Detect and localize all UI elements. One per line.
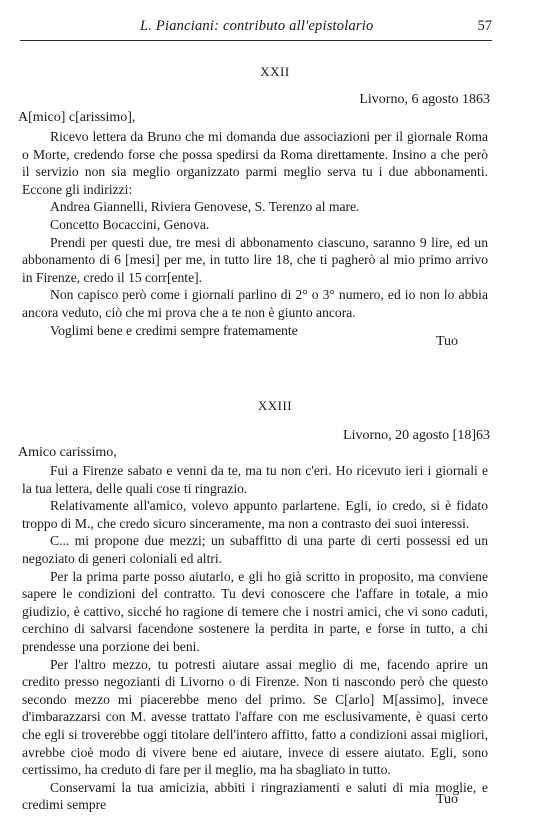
- letter-paragraph: Fui a Firenze sabato e venni da te, ma tu non c'eri. Ho ricevuto ieri i giornali e la tua lettera, delle quali cose ti ringrazio.: [22, 463, 488, 496]
- page-number: 57: [477, 18, 492, 34]
- letter-xxii-place-date: Livorno, 6 agosto 1863: [359, 92, 490, 107]
- running-head: [140, 18, 492, 40]
- letter-xxii-closing: Tuo: [435, 334, 458, 349]
- letter-paragraph: Per la prima parte posso aiutarlo, e gli ho già scritto in proposito, ma conviene sapere le condizioni del contratto. Tu devi conoscere che l'affare in totale, a mio giudizio, è cattivo, sicché ho ragione di temere che i nostri amici, che vi sono caduti, cerchino di salvarsi facendone sostenere la perdita in parte, e forse in tutto, a chi prendesse una porzione dei beni.: [22, 568, 488, 654]
- letter-number-xxiii: XXIII: [257, 398, 293, 413]
- letter-paragraph: Conservami la tua amicizia, abbiti i ringraziamenti e saluti di mia moglie, e credimi sempre: [22, 779, 488, 813]
- address-line: Concetto Bocaccini, Genova.: [50, 216, 210, 232]
- letter-xxiii-closing: Tuo: [435, 792, 458, 807]
- letter-paragraph: C... mi propone due mezzi; un subaffitto di una parte di certi possessi ed un negoziato di generi coloniali ed altri.: [22, 533, 488, 566]
- letter-paragraph: Non capisco però come i giornali parlino di 2° o 3° numero, ed io non lo abbia ancora veduto, ciò che mi prova che a te non è giunto ancora.: [22, 287, 488, 320]
- letter-paragraph: Relativamente all'amico, volevo appunto parlartene. Egli, io credo, si è fidato troppo di M., che credo sicuro sinceramente, ma non a contrasto dei suoi interessi.: [22, 498, 488, 531]
- letter-xxiii-place-date: Livorno, 20 agosto [18]63: [343, 428, 490, 443]
- letter-xxii-body: [22, 128, 488, 339]
- letter-number-xxii: XXII: [260, 64, 290, 79]
- letter-xxiii-salutation: Amico carissimo,: [18, 445, 117, 460]
- running-title: L. Pianciani: contributo all'epistolario: [140, 18, 374, 34]
- letter-xxiii-body: [22, 462, 488, 814]
- letter-paragraph: Per l'altro mezzo, tu potresti aiutare assai meglio di me, facendo aprire un credito presso negozianti di Livorno o di Firenze. Non ti nascondo però che questo secondo mezzo mi piacerebbe meno del primo. Se C[arlo] M[assimo], invece d'imbarazzarsi con M. avesse trattato l'affare con me esclusivamente, è quasi certo che egli si troverebbe oggi titolare dell'intero affitto, fatto a condizioni assai migliori, avrebbe cioè modo di vivere bene ed aiutare, invece di essere aiutato. Egli, sono certissimo, ha creduto di fare per il meglio, ma ha sbagliato in tutto.: [22, 656, 488, 778]
- letter-paragraph: Voglimi bene e credimi sempre fratemamente: [50, 322, 298, 338]
- letter-paragraph: Ricevo lettera da Bruno che mi domanda due associazioni per il giornale Roma o Morte, credendo forse che possa spedirsi da Roma direttamente. Insino a che però il servizio non sia meglio organizzato parmi meglio serva tu i due abbonamenti. Eccone gli indirizzi:: [22, 129, 488, 197]
- header-rule: [20, 40, 492, 41]
- letter-xxii-salutation: A[mico] c[arissimo],: [18, 110, 136, 125]
- address-line: Andrea Giannelli, Riviera Genovese, S. Terenzo al mare.: [50, 199, 360, 215]
- letter-paragraph: Prendi per questi due, tre mesi di abbonamento ciascuno, saranno 9 lire, ed un abbonamento di 6 [mesi] per me, in tutto lire 18, che ti pagherò al mio primo arrivo in Firenze, credo il 15 corr[ente].: [22, 234, 488, 285]
